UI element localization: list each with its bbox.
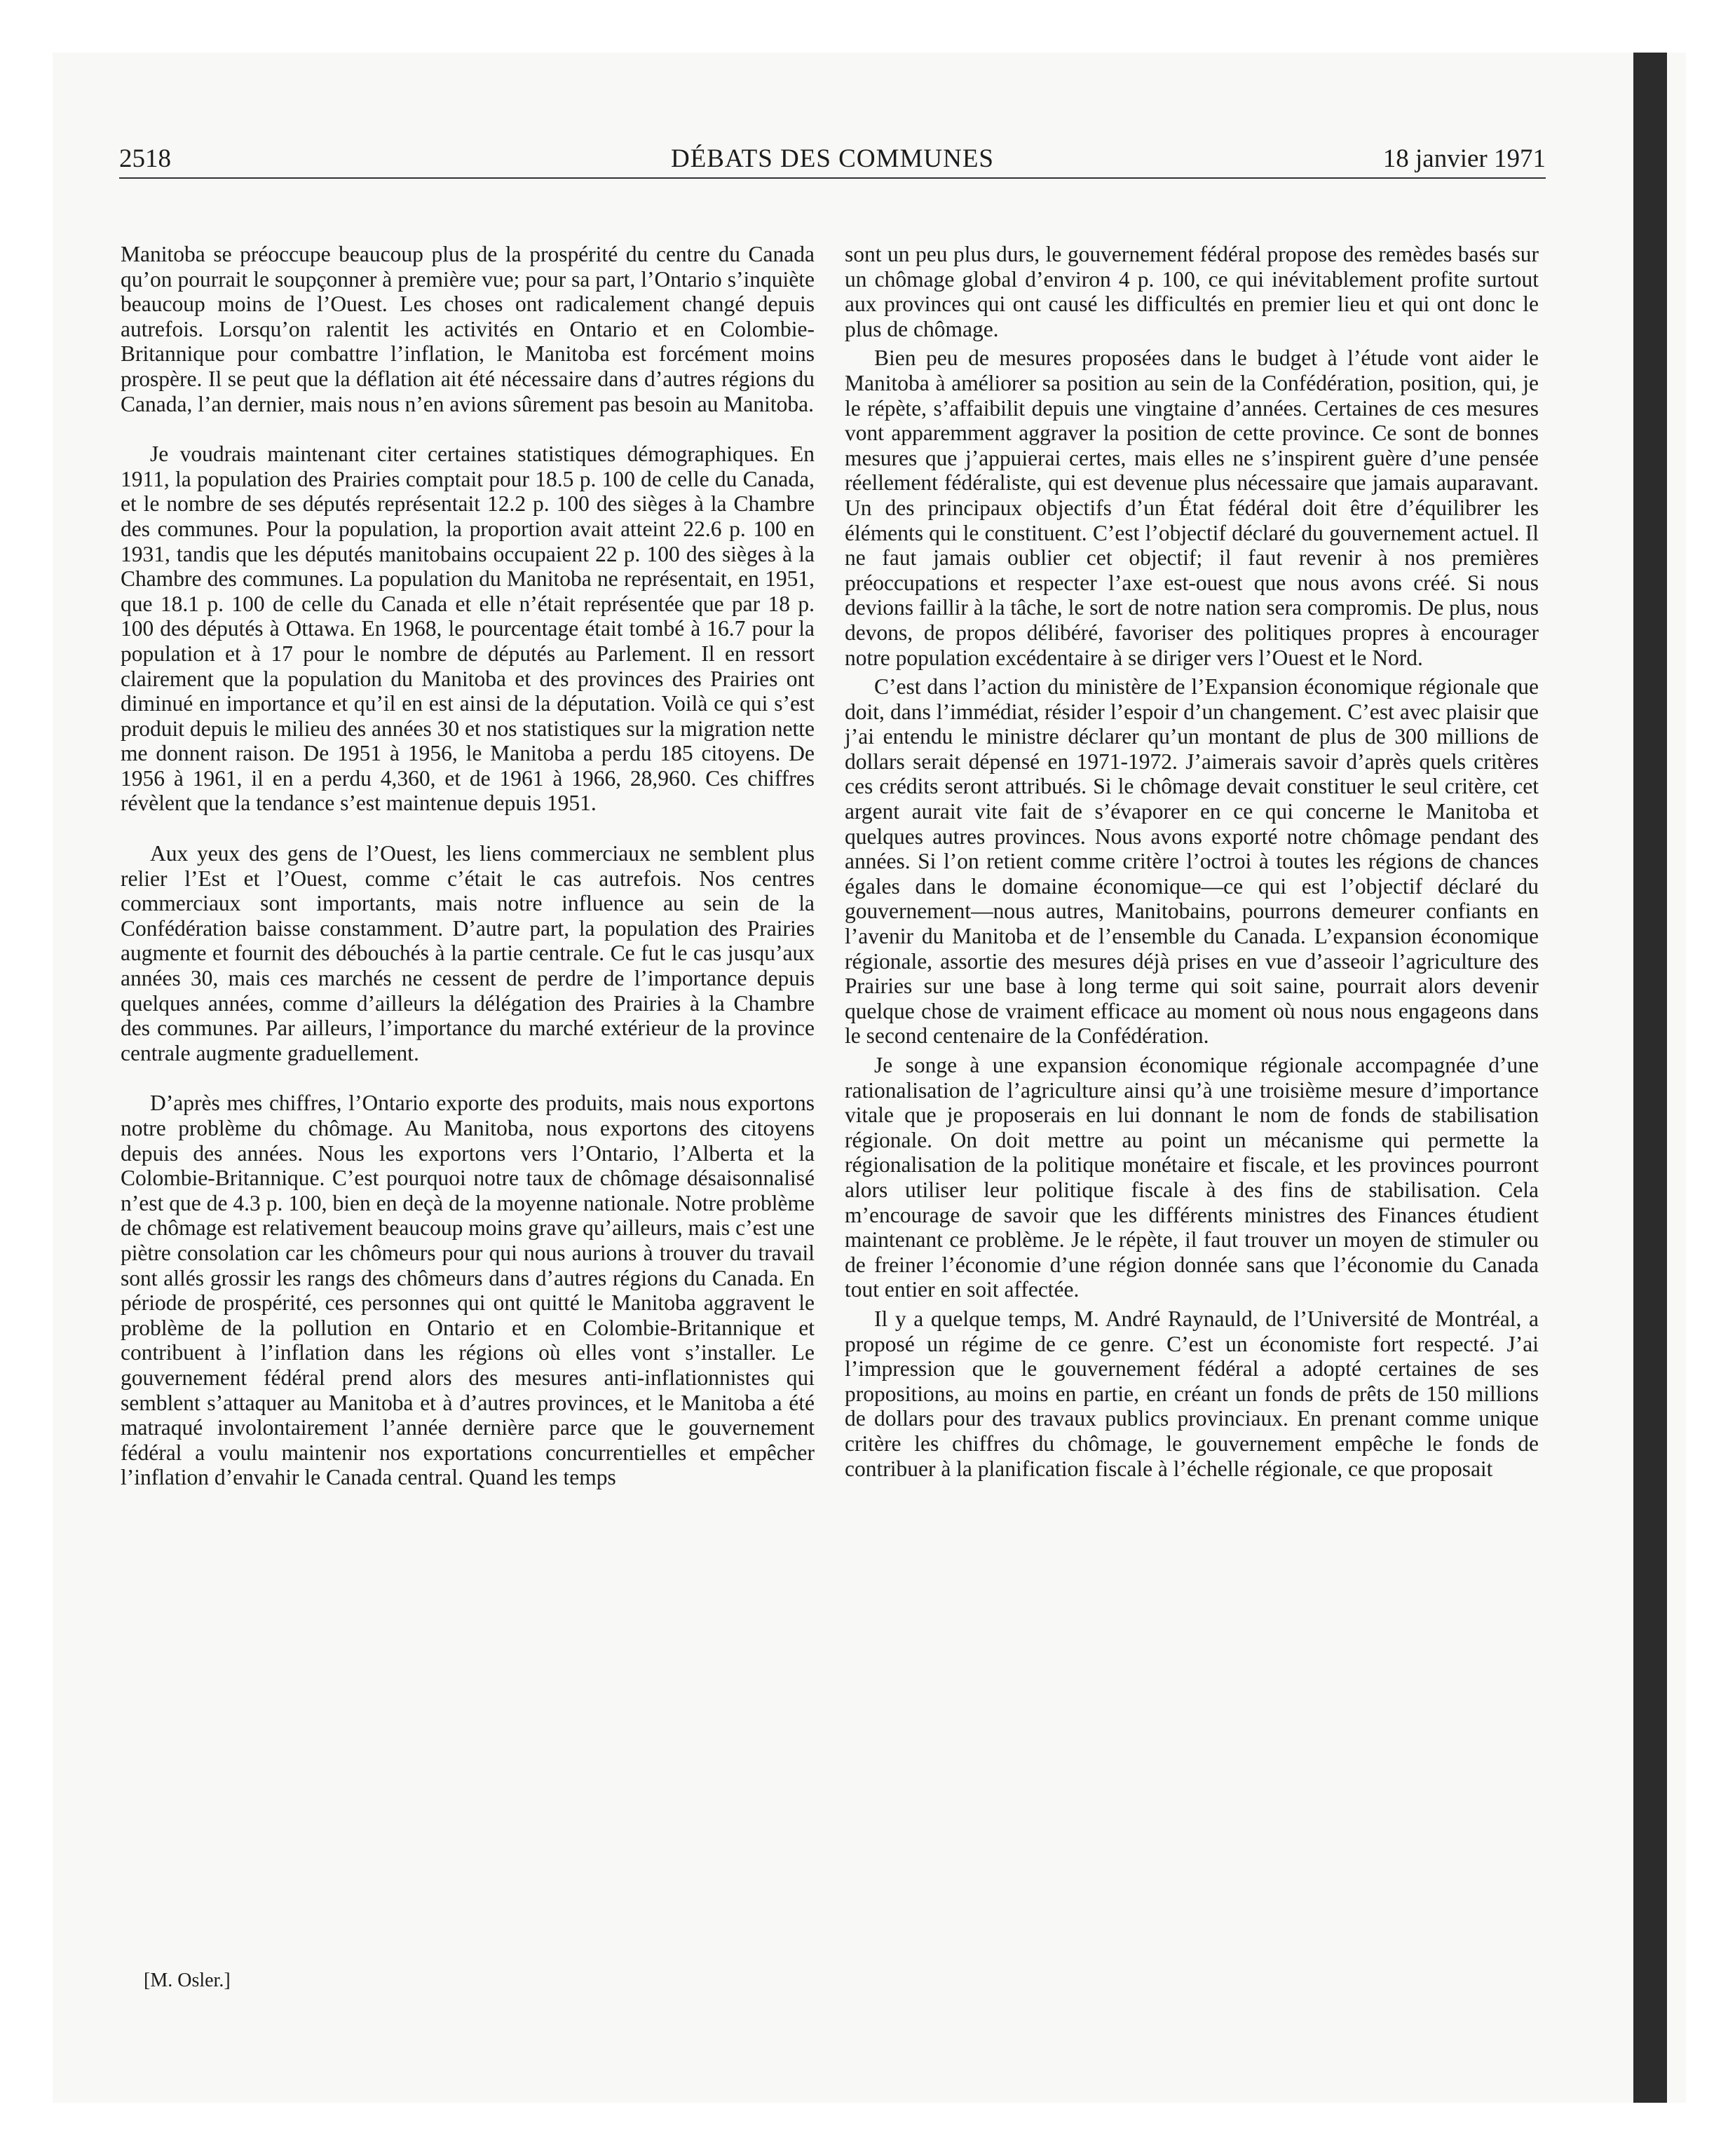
scan-edge-shadow xyxy=(1633,53,1667,2103)
paragraph: Aux yeux des gens de l’Ouest, les liens commerciaux ne semblent plus relier l’Est et l’Ouest, comme c’était le cas autrefois. Nos centres commerciaux sont importants, mais notre influence au sein de la Confédération baisse constamment. D’autre part, la population des Prairies augmente et fournit des débouchés à la partie centrale. Ce fut le cas jusqu’aux années 30, mais ces marchés ne cessent de perdre de l’importance depuis quelques années, comme d’ailleurs la délégation des Prairies à la Chambre des communes. Par ailleurs, l’importance du marché extérieur de la province centrale augmente graduellement. xyxy=(121,841,815,1065)
paragraph: Bien peu de mesures proposées dans le budget à l’étude vont aider le Manitoba à améliorer sa position au sein de la Confédération, position, qui, je le répète, s’affaibilit depuis une vingtaine d’années. Certaines de ces mesures vont apparemment aggraver la position de cette province. Ce sont de bonnes mesures que j’appuierai certes, mais elles ne s’inspirent guère d’une pensée réellement fédéraliste, qui est devenue plus nécessaire que jamais auparavant. Un des principaux objectifs d’un État fédéral doit être d’équilibrer les éléments qui le constituent. C’est l’objectif déclaré du gouvernement actuel. Il ne faut jamais oublier cet objectif; il faut revenir à nos premières préoccupations et respecter l’axe est-ouest que nous avons créé. Si nous devions faillir à la tâche, le sort de notre nation sera compromis. De plus, nous devons, de propos délibéré, favoriser des politiques propres à encourager notre population excédentaire à se diriger vers l’Ouest et le Nord. xyxy=(845,346,1539,670)
running-header xyxy=(119,144,1546,179)
paragraph: Je voudrais maintenant citer certaines statistiques démographiques. En 1911, la population des Prairies comptait pour 18.5 p. 100 de celle du Canada, et le nombre de ses députés représentait 12.2 p. 100 des sièges à la Chambre des communes. Pour la population, la proportion avait atteint 22.6 p. 100 en 1931, tandis que les députés manitobains occupaient 22 p. 100 des sièges à la Chambre des communes. La population du Manitoba ne représentait, en 1951, que 18.1 p. 100 de celle du Canada et elle n’était représentée que par 18 p. 100 des députés à Ottawa. En 1968, le pourcentage était tombé à 16.7 pour la population et à 17 pour le nombre de députés au Parlement. Il en ressort clairement que la population du Manitoba et des provinces des Prairies ont diminué en importance et qu’il en est ainsi de la députation. Voilà ce qui s’est produit depuis le milieu des années 30 et nos statistiques sur la migration nette me donnent raison. De 1951 à 1956, le Manitoba a perdu 185 citoyens. De 1956 à 1961, il en a perdu 4,360, et de 1961 à 1966, 28,960. Ces chiffres révèlent que la tendance s’est maintenue depuis 1951. xyxy=(121,442,815,816)
paragraph: Je songe à une expansion économique régionale accompagnée d’une rationalisation de l’agriculture ainsi qu’à une troisième mesure d’importance vitale que je proposerais en lui donnant le nom de fonds de stabilisation régionale. On doit mettre au point un mécanisme qui permette la régionalisation de la politique monétaire et fiscale, et les provinces pourront alors utiliser leur politique fiscale à des fins de stabilisation. Cela m’encourage de savoir que les différents ministres des Finances étudient maintenant ce problème. Je le répète, il faut trouver un moyen de stimuler ou de freiner l’économie d’une région donnée sans que l’économie du Canada tout entier en soit affectée. xyxy=(845,1053,1539,1302)
speaker-attribution: [M. Osler.] xyxy=(144,1970,231,1991)
paragraph: Manitoba se préoccupe beaucoup plus de la prospérité du centre du Canada qu’on pourrait le soupçonner à première vue; pour sa part, l’Ontario s’inquiète beaucoup moins de l’Ouest. Les choses ont radicalement changé depuis autrefois. Lorsqu’on ralentit les activités en Ontario et en Colombie-Britannique pour combattre l’inflation, le Manitoba est forcément moins prospère. Il se peut que la déflation ait été nécessaire dans d’autres régions du Canada, l’an dernier, mais nous n’en avions sûrement pas besoin au Manitoba. xyxy=(121,242,815,416)
left-column xyxy=(121,242,815,1490)
page-number: 2518 xyxy=(119,144,171,173)
right-column xyxy=(845,242,1539,1481)
paragraph: sont un peu plus durs, le gouvernement fédéral propose des remèdes basés sur un chômage global d’environ 4 p. 100, ce qui inévitablement profite surtout aux provinces qui ont causé les difficultés en premier lieu et qui ont donc le plus de chômage. xyxy=(845,242,1539,341)
issue-date: 18 janvier 1971 xyxy=(1382,144,1546,173)
paragraph: D’après mes chiffres, l’Ontario exporte des produits, mais nous exportons notre problème du chômage. Au Manitoba, nous exportons des citoyens depuis des années. Nous les exportons vers l’Ontario, l’Alberta et la Colombie-Britannique. C’est pourquoi notre taux de chômage désaisonnalisé n’est que de 4.3 p. 100, bien en deçà de la moyenne nationale. Notre problème de chômage est relativement beaucoup moins grave qu’ailleurs, mais c’est une piètre consolation car les chômeurs pour qui nous aurions à trouver du travail sont allés grossir les rangs des chômeurs dans d’autres régions du Canada. En période de prospérité, ces personnes qui ont quitté le Manitoba aggravent le problème de la pollution en Ontario et en Colombie-Britannique et contribuent à l’inflation dans les régions où elles vont s’installer. Le gouvernement fédéral prend alors des mesures anti-inflationnistes qui semblent s’attaquer au Manitoba et à d’autres provinces, et le Manitoba a été matraqué involontairement l’année dernière parce que le gouvernement fédéral a voulu maintenir nos exportations concurrentielles et empêcher l’inflation d’envahir le Canada central. Quand les temps xyxy=(121,1091,815,1490)
publication-title: DÉBATS DES COMMUNES xyxy=(670,144,994,173)
paragraph: C’est dans l’action du ministère de l’Expansion économique régionale que doit, dans l’immédiat, résider l’espoir d’un changement. C’est avec plaisir que j’ai entendu le ministre déclarer qu’un montant de plus de 300 millions de dollars serait dépensé en 1971-1972. J’aimerais savoir d’après quels critères ces crédits seront attribués. Si le chômage devait constituer le seul critère, cet argent aurait vite fait de s’évaporer en ce qui concerne le Manitoba et quelques autres provinces. Nous avons exporté notre chômage pendant des années. Si l’on retient comme critère l’octroi à toutes les régions de chances égales dans le domaine économique—ce qui est l’objectif déclaré du gouvernement—nous autres, Manitobains, pourrons demeurer confiants en l’avenir du Manitoba et de l’ensemble du Canada. L’expansion économique régionale, assortie des mesures déjà prises en vue d’asseoir l’agriculture des Prairies sur une base à long terme qui soit saine, pourrait alors devenir quelque chose de vraiment efficace au moment où nous nous engageons dans le second centenaire de la Confédération. xyxy=(845,674,1539,1049)
paragraph: Il y a quelque temps, M. André Raynauld, de l’Université de Montréal, a proposé un régime de ce genre. C’est un économiste fort respecté. J’ai l’impression que le gouvernement fédéral a adopté certaines de ses propositions, au moins en partie, en créant un fonds de prêts de 150 millions de dollars pour des travaux publics provinciaux. En prenant comme unique critère les chiffres du chômage, le gouvernement empêche le fonds de contribuer à la planification fiscale à l’échelle régionale, ce que proposait xyxy=(845,1306,1539,1481)
